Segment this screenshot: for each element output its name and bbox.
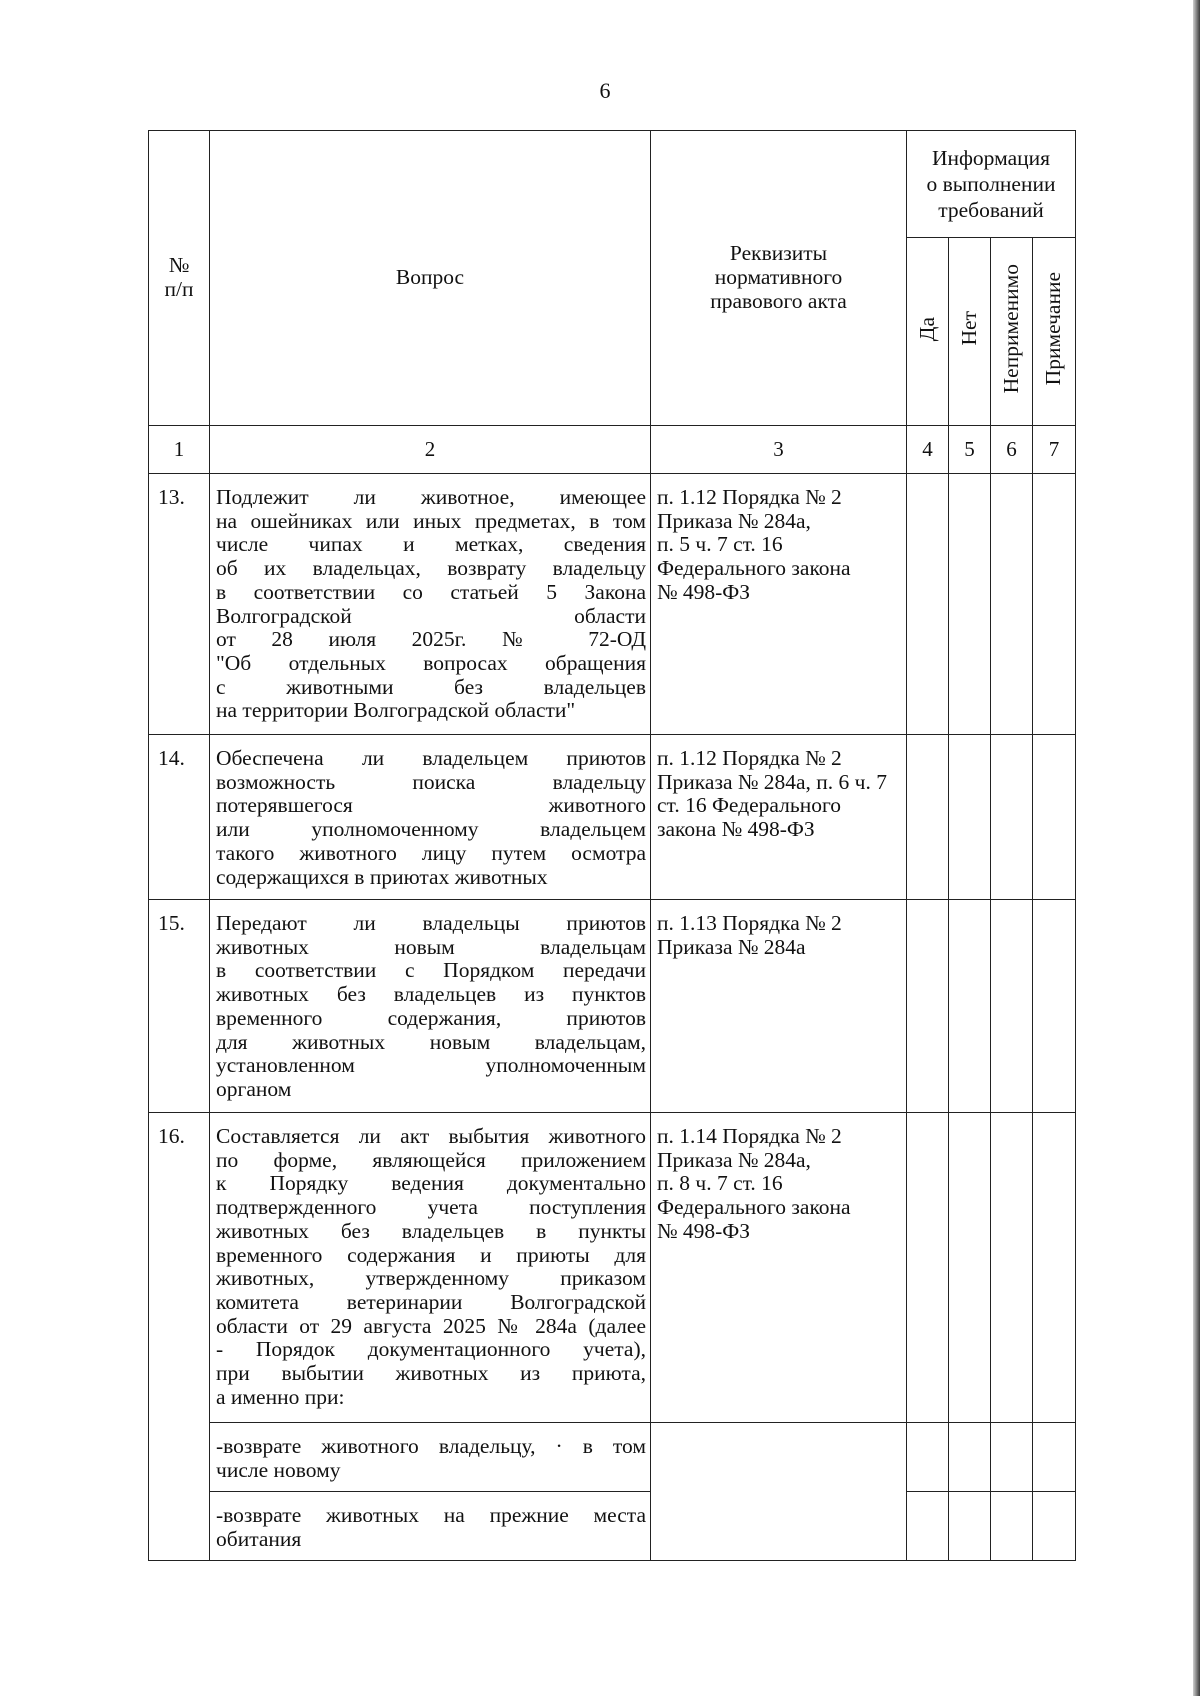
cell-note[interactable] (1033, 1113, 1076, 1423)
reference-line: п. 1.12 Порядка № 2 (657, 485, 842, 509)
text-line: содержащихся в приютах животных (216, 864, 548, 889)
text-line: животных, утвержденному приказом (216, 1266, 646, 1291)
cell-na[interactable] (991, 474, 1033, 735)
reference-line: Приказа № 284а (657, 934, 806, 959)
text-line: установленном уполномоченным (216, 1053, 646, 1078)
header-no-label: Нет (956, 311, 981, 346)
table-row (149, 474, 1076, 735)
page-number: 6 (599, 78, 611, 103)
row-number: 13. (149, 474, 210, 735)
text-line: -возврате животного владельцу, · в том (216, 1434, 646, 1458)
column-number: 6 (991, 426, 1033, 474)
table-subrow (149, 1423, 1076, 1492)
column-number: 1 (149, 426, 210, 474)
header-na-label: Неприменимо (998, 263, 1023, 394)
text-line: Волгоградской области (216, 603, 646, 628)
text-line: животных без владельцев в пункты (216, 1218, 646, 1243)
header-note-label: Примечание (1041, 271, 1066, 386)
column-number: 5 (949, 426, 991, 474)
reference-line: № 498-ФЗ (657, 1218, 751, 1243)
header-num-line1: № (168, 253, 190, 278)
header-note (1033, 238, 1076, 426)
text-line: животных без владельцев из пунктов (216, 982, 646, 1007)
text-line: Передают ли владельцы приютов (216, 911, 646, 935)
header-info-line: требований (938, 198, 1044, 222)
cell-na[interactable] (991, 1492, 1033, 1561)
text-line: органом (216, 1076, 292, 1101)
table-row (149, 900, 1076, 1113)
text-line: такого животного лицу путем осмотра (216, 840, 646, 865)
row-reference (651, 474, 907, 735)
subrow-question (210, 1492, 651, 1561)
reference-line: Федерального закона (657, 556, 851, 581)
cell-na[interactable] (991, 735, 1033, 900)
reference-line: Приказа № 284а, (657, 508, 811, 533)
cell-note[interactable] (1033, 1492, 1076, 1561)
header-info-line: Информация (931, 146, 1051, 170)
header-yes-label: Да (914, 316, 939, 341)
text-line: "Об отдельных вопросах обращения (216, 650, 646, 675)
cell-na[interactable] (991, 1113, 1033, 1423)
reference-line: Приказа № 284а, (657, 1147, 811, 1172)
column-number-row (149, 426, 1076, 474)
reference-line: п. 1.12 Порядка № 2 (657, 746, 842, 770)
cell-no[interactable] (949, 1423, 991, 1492)
row-reference (651, 900, 907, 1113)
text-line: в соответствии с Порядком передачи (216, 958, 646, 983)
cell-note[interactable] (1033, 1423, 1076, 1492)
text-line: Подлежит ли животное, имеющее (216, 485, 646, 509)
text-line: числе новому (216, 1457, 341, 1482)
text-line: временного содержания и приюты для (216, 1242, 646, 1267)
text-line: возможность поиска владельцу (216, 769, 646, 794)
text-line: животных новым владельцам (216, 934, 646, 959)
row-number: 15. (149, 900, 210, 1113)
header-requisites-line: нормативного (714, 265, 843, 290)
header-row-top (149, 131, 1076, 238)
cell-na[interactable] (991, 900, 1033, 1113)
text-line: -возврате животных на прежние места (216, 1503, 646, 1527)
text-line: или уполномоченному владельцем (216, 817, 646, 842)
header-requisites (651, 131, 907, 426)
cell-no[interactable] (949, 474, 991, 735)
cell-note[interactable] (1033, 474, 1076, 735)
reference-line: п. 8 ч. 7 ст. 16 (657, 1171, 783, 1196)
text-line: области от 29 августа 2025 № 284а (далее (216, 1313, 646, 1338)
row-question (210, 735, 651, 900)
header-yes (907, 238, 949, 426)
cell-no[interactable] (949, 900, 991, 1113)
reference-line: п. 5 ч. 7 ст. 16 (657, 532, 783, 557)
column-number: 2 (210, 426, 651, 474)
text-line: числе чипах и метках, сведения (216, 532, 646, 557)
table-subrow (149, 1492, 1076, 1561)
text-line: а именно при: (216, 1384, 345, 1409)
row-reference (651, 1113, 907, 1423)
header-info-line: о выполнении (926, 172, 1056, 196)
header-question: Вопрос (210, 131, 651, 426)
cell-na[interactable] (991, 1423, 1033, 1492)
header-requisites-line: Реквизиты (729, 241, 828, 266)
column-number: 3 (651, 426, 907, 474)
subrow-reference (651, 1423, 907, 1561)
header-info (907, 131, 1076, 238)
cell-yes[interactable] (907, 1492, 949, 1561)
cell-yes[interactable] (907, 735, 949, 900)
scan-edge-shadow (1193, 0, 1200, 1696)
text-line: на территории Волгоградской области" (216, 698, 576, 723)
reference-line: п. 1.14 Порядка № 2 (657, 1124, 842, 1148)
row-reference (651, 735, 907, 900)
column-number: 7 (1033, 426, 1076, 474)
reference-line: Федерального закона (657, 1195, 851, 1220)
text-line: с животными без владельцев (216, 674, 646, 699)
text-line: подтвержденного учета поступления (216, 1195, 646, 1220)
row-question (210, 1113, 651, 1423)
text-line: комитета ветеринарии Волгоградской (216, 1289, 646, 1314)
text-line: для животных новым владельцам, (216, 1029, 646, 1054)
checklist-table (148, 130, 1076, 1561)
cell-note[interactable] (1033, 735, 1076, 900)
reference-line: п. 1.13 Порядка № 2 (657, 911, 842, 935)
text-line: к Порядку ведения документально (216, 1171, 646, 1196)
reference-line: закона № 498-ФЗ (657, 817, 815, 842)
row-question (210, 474, 651, 735)
cell-no[interactable] (949, 1492, 991, 1561)
header-na (991, 238, 1033, 426)
text-line: - Порядок документационного учета), (216, 1337, 646, 1362)
reference-line: Приказа № 284а, п. 6 ч. 7 (657, 769, 887, 794)
cell-yes[interactable] (907, 1113, 949, 1423)
header-requisites-line: правового акта (710, 288, 847, 313)
cell-yes[interactable] (907, 474, 949, 735)
text-line: Составляется ли акт выбытия животного (216, 1124, 646, 1148)
table-row (149, 1113, 1076, 1423)
cell-no[interactable] (949, 735, 991, 900)
text-line: от 28 июля 2025г. № 72-ОД (216, 627, 646, 652)
cell-note[interactable] (1033, 900, 1076, 1113)
cell-no[interactable] (949, 1113, 991, 1423)
text-line: временного содержания, приютов (216, 1005, 646, 1030)
text-line: Обеспечена ли владельцем приютов (216, 746, 646, 770)
text-line: на ошейниках или иных предметах, в том (216, 508, 646, 533)
text-line: в соответствии со статьей 5 Закона (216, 579, 646, 604)
subrow-question (210, 1423, 651, 1492)
header-num-line2: п/п (164, 277, 194, 301)
cell-yes[interactable] (907, 1423, 949, 1492)
row-number: 14. (149, 735, 210, 900)
cell-yes[interactable] (907, 900, 949, 1113)
text-line: потерявшегося животного (216, 793, 646, 818)
row-number: 16. (149, 1113, 210, 1561)
header-num (149, 131, 210, 426)
column-number: 4 (907, 426, 949, 474)
text-line: по форме, являющейся приложением (216, 1147, 646, 1172)
text-line: обитания (216, 1526, 302, 1551)
row-question (210, 900, 651, 1113)
text-line: об их владельцах, возврату владельцу (216, 556, 646, 581)
reference-line: ст. 16 Федерального (657, 793, 841, 818)
table-row (149, 735, 1076, 900)
text-line: при выбытии животных из приюта, (216, 1361, 646, 1386)
header-no (949, 238, 991, 426)
reference-line: № 498-ФЗ (657, 579, 751, 604)
